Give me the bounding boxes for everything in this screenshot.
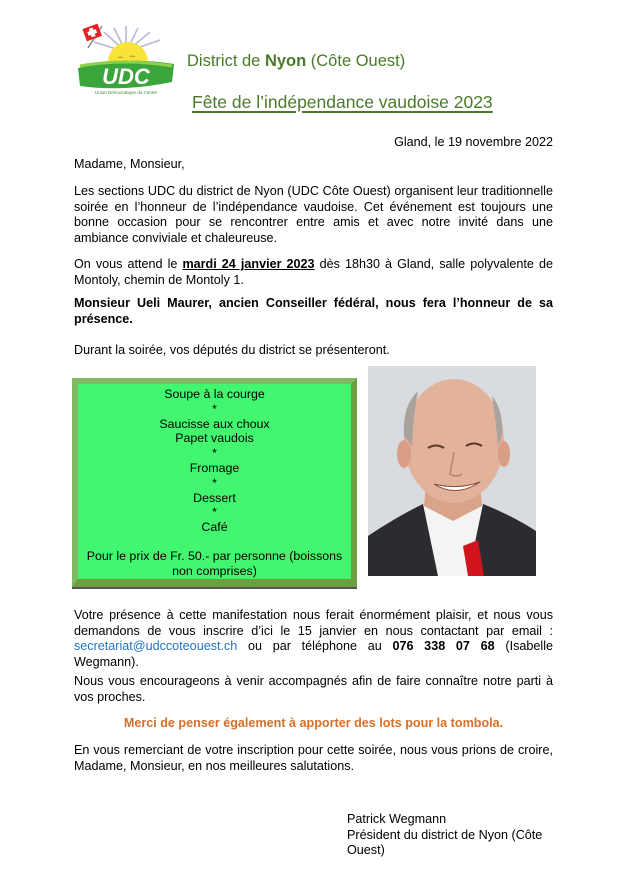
paragraph-encouragement: Nous vous encourageons à venir accompagnés afin de faire connaître notre parti à vos proches. xyxy=(74,674,553,704)
district-heading xyxy=(187,52,405,71)
menu-separator: * xyxy=(212,475,217,490)
menu-item: Café xyxy=(201,520,228,535)
signature-name: Patrick Wegmann xyxy=(347,812,447,826)
email-link[interactable]: secretariat@udccoteouest.ch xyxy=(74,639,238,654)
paragraph-registration xyxy=(74,608,553,670)
menu-item: Saucisse aux choux xyxy=(159,416,270,431)
paragraph-event-details xyxy=(74,257,553,288)
district-name: Nyon xyxy=(264,52,307,70)
tombola-notice: Merci de penser également à apporter des lots pour la tombola. xyxy=(123,716,504,730)
menu-box xyxy=(72,378,357,587)
paragraph-guest: Monsieur Ueli Maurer, ancien Conseiller fédéral, nous fera l’honneur de sa présence. xyxy=(74,296,553,326)
registration-text-middle: ou par téléphone au xyxy=(237,639,393,654)
closing-paragraph: En vous remerciant de votre inscription pour cette soirée, nous vous prions de croire, Madame, Monsieur, en nos meilleures salutations. xyxy=(74,743,553,773)
signature-block xyxy=(347,812,557,859)
menu-item: Soupe à la courge xyxy=(164,387,265,401)
event-text-before: On vous attend le xyxy=(74,257,183,271)
registration-text-before: Votre présence à cette manifestation nous ferait énormément plaisir, et nous vous demandons de vous inscrire d’ici le 15 janvier en nous contactant par email : xyxy=(74,608,553,638)
signature-role: Président du district de Nyon (Côte Ouest) xyxy=(347,827,543,857)
logo-text: UDC xyxy=(102,64,150,89)
udc-logo-graphic xyxy=(74,22,178,98)
menu-separator: * xyxy=(212,446,217,461)
menu-price: Pour le prix de Fr. 50.- par personne (boissons non comprises) xyxy=(86,548,343,578)
registration-text-after: (Isabelle Wegmann). xyxy=(74,639,553,669)
menu-item: Dessert xyxy=(193,490,236,505)
salutation: Madame, Monsieur, xyxy=(74,157,185,171)
document-title: Fête de l’indépendance vaudoise 2023 xyxy=(192,92,493,112)
menu-list xyxy=(78,384,351,579)
district-suffix: (Côte Ouest) xyxy=(306,52,406,70)
phone-number: 076 338 07 68 xyxy=(392,639,495,654)
place-date: Gland, le 19 novembre 2022 xyxy=(394,135,553,149)
menu-separator: * xyxy=(212,401,217,416)
menu-item: Fromage xyxy=(189,460,240,475)
portrait-photo xyxy=(368,366,536,576)
portrait-image xyxy=(368,366,536,576)
event-text-after: dès 18h30 à Gland, salle polyvalente de Montoly, chemin de Montoly 1. xyxy=(74,257,553,287)
udc-logo xyxy=(74,22,178,98)
district-prefix: District de xyxy=(187,52,265,70)
menu-separator: * xyxy=(212,505,217,520)
paragraph-deputies: Durant la soirée, vos députés du district se présenteront. xyxy=(74,343,390,357)
logo-subtitle: Union Démocratique du Centre xyxy=(94,90,158,95)
menu-item: Papet vaudois xyxy=(175,431,254,446)
paragraph-intro: Les sections UDC du district de Nyon (UDC Côte Ouest) organisent leur traditionnelle soirée en l’honneur de l’indépendance vaudoise. Cet événement est toujours une bonne occasion pour se rencontrer entre amis et avec notre invité dans une ambiance conviviale et chaleureuse. xyxy=(74,184,553,245)
event-date: mardi 24 janvier 2023 xyxy=(182,257,315,271)
